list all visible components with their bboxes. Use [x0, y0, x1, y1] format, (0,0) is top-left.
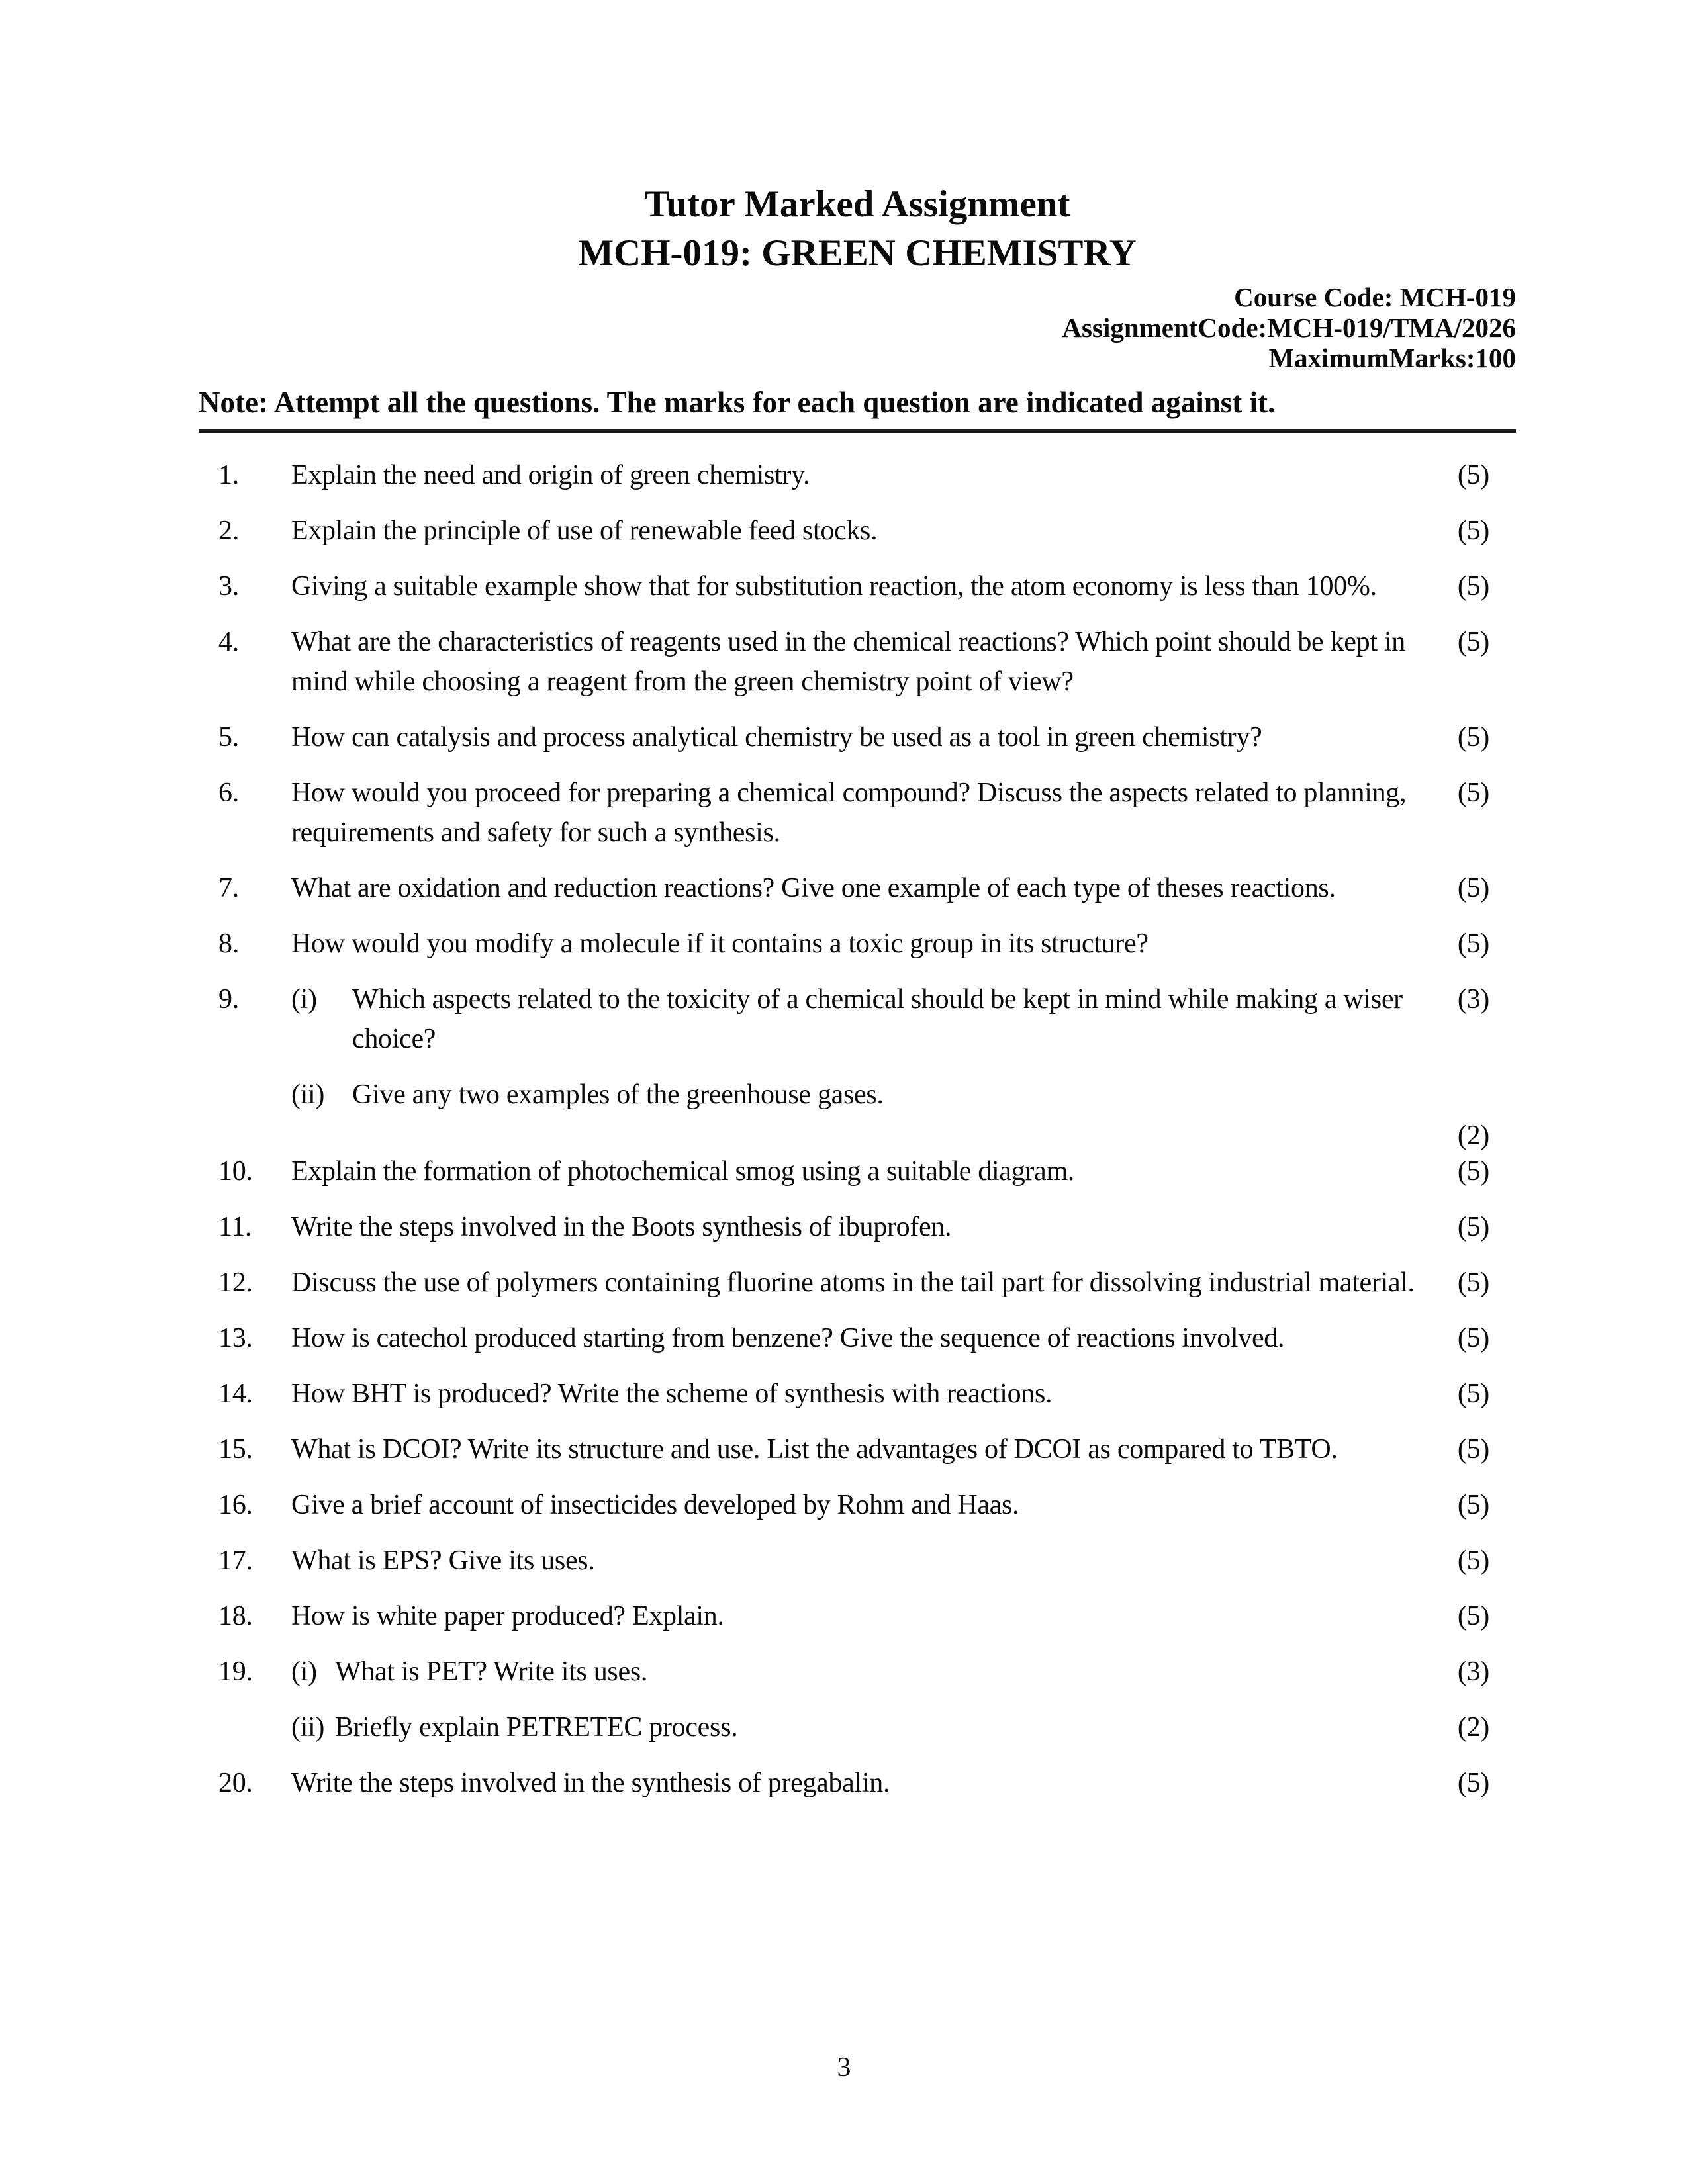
question-number: 1. — [218, 460, 239, 490]
page-title: Tutor Marked Assignment — [644, 183, 1070, 225]
question-marks: (3) — [1457, 984, 1489, 1015]
sub-question-text: Which aspects related to the toxicity of a chemical should be kept in mind while making a wiser choice? — [352, 984, 1403, 1054]
question-number: 2. — [218, 516, 239, 546]
question-text: Write the steps involved in the Boots synthesis of ibuprofen. — [291, 1212, 952, 1242]
question-row — [218, 868, 1516, 908]
question-marks: (5) — [1457, 1379, 1489, 1409]
question-text: How would you proceed for preparing a chemical compound? Discuss the aspects related to planning, requirements and safety for such a synthesis. — [291, 778, 1407, 848]
question-text — [291, 1075, 1440, 1115]
question-marks: (5) — [1457, 1267, 1489, 1298]
page-content — [199, 180, 1516, 1819]
question-text: Explain the need and origin of green chemistry. — [291, 460, 810, 490]
horizontal-rule — [199, 429, 1516, 433]
question-row — [218, 1374, 1516, 1414]
note-text: Note: Attempt all the questions. The marks for each question are indicated against it. — [199, 386, 1276, 419]
question-marks: (5) — [1457, 1545, 1489, 1576]
sub-question-label: (ii) — [291, 1079, 325, 1110]
question-number: 15. — [218, 1434, 253, 1465]
page-number: 3 — [837, 2052, 851, 2083]
question-number: 7. — [218, 873, 239, 903]
question-text: Giving a suitable example show that for substitution reaction, the atom economy is less than 100%. — [291, 571, 1377, 602]
question-text: What is EPS? Give its uses. — [291, 1545, 595, 1576]
sub-question-label: (i) — [291, 984, 317, 1015]
question-number: 18. — [218, 1601, 253, 1631]
question-row — [218, 1075, 1516, 1151]
question-row — [218, 1596, 1516, 1636]
question-marks: (5) — [1457, 1323, 1489, 1353]
question-row — [218, 1763, 1516, 1803]
question-row — [218, 511, 1516, 551]
question-number: 11. — [218, 1212, 252, 1242]
question-text — [291, 1652, 1440, 1692]
question-text: What are oxidation and reduction reactions? Give one example of each type of theses reactions. — [291, 873, 1336, 903]
question-marks: (5) — [1457, 1601, 1489, 1631]
question-row — [218, 1318, 1516, 1358]
question-text: What is DCOI? Write its structure and use. List the advantages of DCOI as compared to TBTO. — [291, 1434, 1338, 1465]
course-code: Course Code: MCH-019 — [1234, 282, 1516, 312]
question-text: Give a brief account of insecticides developed by Rohm and Haas. — [291, 1490, 1019, 1520]
question-marks: (5) — [1457, 1434, 1489, 1465]
question-marks: (5) — [1457, 1490, 1489, 1520]
question-text: Explain the principle of use of renewable feed stocks. — [291, 516, 878, 546]
question-row — [218, 979, 1516, 1059]
question-text: How is catechol produced starting from benzene? Give the sequence of reactions involved. — [291, 1323, 1285, 1353]
question-row — [218, 1430, 1516, 1469]
question-row — [218, 1263, 1516, 1302]
maximum-marks: MaximumMarks:100 — [1268, 343, 1516, 373]
question-row — [218, 1207, 1516, 1247]
question-text: How is white paper produced? Explain. — [291, 1601, 724, 1631]
question-marks: (5) — [1457, 1212, 1489, 1242]
question-text: How BHT is produced? Write the scheme of synthesis with reactions. — [291, 1379, 1053, 1409]
question-row — [218, 1652, 1516, 1692]
question-text: What are the characteristics of reagents used in the chemical reactions? Which point should be kept in mind while choosing a reagent from the green chemistry point of view? — [291, 627, 1405, 697]
question-marks: (5) — [1457, 873, 1489, 903]
question-row — [218, 1541, 1516, 1580]
question-row — [218, 924, 1516, 964]
question-text: Discuss the use of polymers containing fluorine atoms in the tail part for dissolving industrial material. — [291, 1267, 1415, 1298]
question-number: 9. — [218, 984, 239, 1015]
question-marks: (5) — [1457, 460, 1489, 490]
sub-question-label: (i) — [291, 1657, 317, 1687]
question-text: How would you modify a molecule if it contains a toxic group in its structure? — [291, 929, 1149, 959]
question-marks: (3) — [1457, 1657, 1489, 1687]
question-marks: (5) — [1457, 627, 1489, 657]
sub-question-text: Briefly explain PETRETEC process. — [335, 1712, 738, 1743]
question-number: 5. — [218, 722, 239, 752]
question-marks: (5) — [1457, 929, 1489, 959]
sub-question-label: (ii) — [291, 1712, 325, 1743]
question-row — [218, 773, 1516, 852]
question-row — [218, 1485, 1516, 1525]
question-number: 19. — [218, 1657, 253, 1687]
question-number: 17. — [218, 1545, 253, 1576]
question-marks: (2) — [1457, 1712, 1489, 1743]
question-marks: (2) — [1457, 1120, 1489, 1151]
sub-question-text: What is PET? Write its uses. — [335, 1657, 648, 1687]
question-marks: (5) — [1457, 1156, 1489, 1187]
question-marks: (5) — [1457, 778, 1489, 808]
sub-question-text: Give any two examples of the greenhouse gases. — [352, 1079, 884, 1110]
question-number: 16. — [218, 1490, 253, 1520]
question-number: 20. — [218, 1768, 253, 1798]
question-number: 6. — [218, 778, 239, 808]
meta-block — [199, 282, 1516, 373]
question-number — [218, 1075, 291, 1115]
question-number: 13. — [218, 1323, 253, 1353]
question-marks: (5) — [1457, 1768, 1489, 1798]
question-number: 4. — [218, 627, 239, 657]
question-list — [199, 455, 1516, 1803]
question-marks: (5) — [1457, 571, 1489, 602]
question-text: Explain the formation of photochemical smog using a suitable diagram. — [291, 1156, 1075, 1187]
question-number: 10. — [218, 1156, 253, 1187]
question-marks: (5) — [1457, 722, 1489, 752]
question-row — [218, 455, 1516, 495]
question-marks: (5) — [1457, 516, 1489, 546]
question-text: How can catalysis and process analytical chemistry be used as a tool in green chemistry? — [291, 722, 1262, 752]
question-row — [218, 567, 1516, 606]
question-text — [291, 979, 1440, 1059]
question-number — [218, 1707, 291, 1747]
header — [199, 180, 1516, 278]
question-text: Write the steps involved in the synthesis of pregabalin. — [291, 1768, 890, 1798]
question-row — [218, 717, 1516, 757]
question-row — [218, 1152, 1516, 1191]
question-number: 12. — [218, 1267, 253, 1298]
question-number: 3. — [218, 571, 239, 602]
question-number: 8. — [218, 929, 239, 959]
assignment-code: AssignmentCode:MCH-019/TMA/2026 — [1062, 312, 1516, 343]
question-row — [218, 622, 1516, 702]
question-text — [291, 1707, 1440, 1747]
question-row — [218, 1707, 1516, 1747]
question-number: 14. — [218, 1379, 253, 1409]
course-title: MCH-019: GREEN CHEMISTRY — [578, 232, 1137, 274]
